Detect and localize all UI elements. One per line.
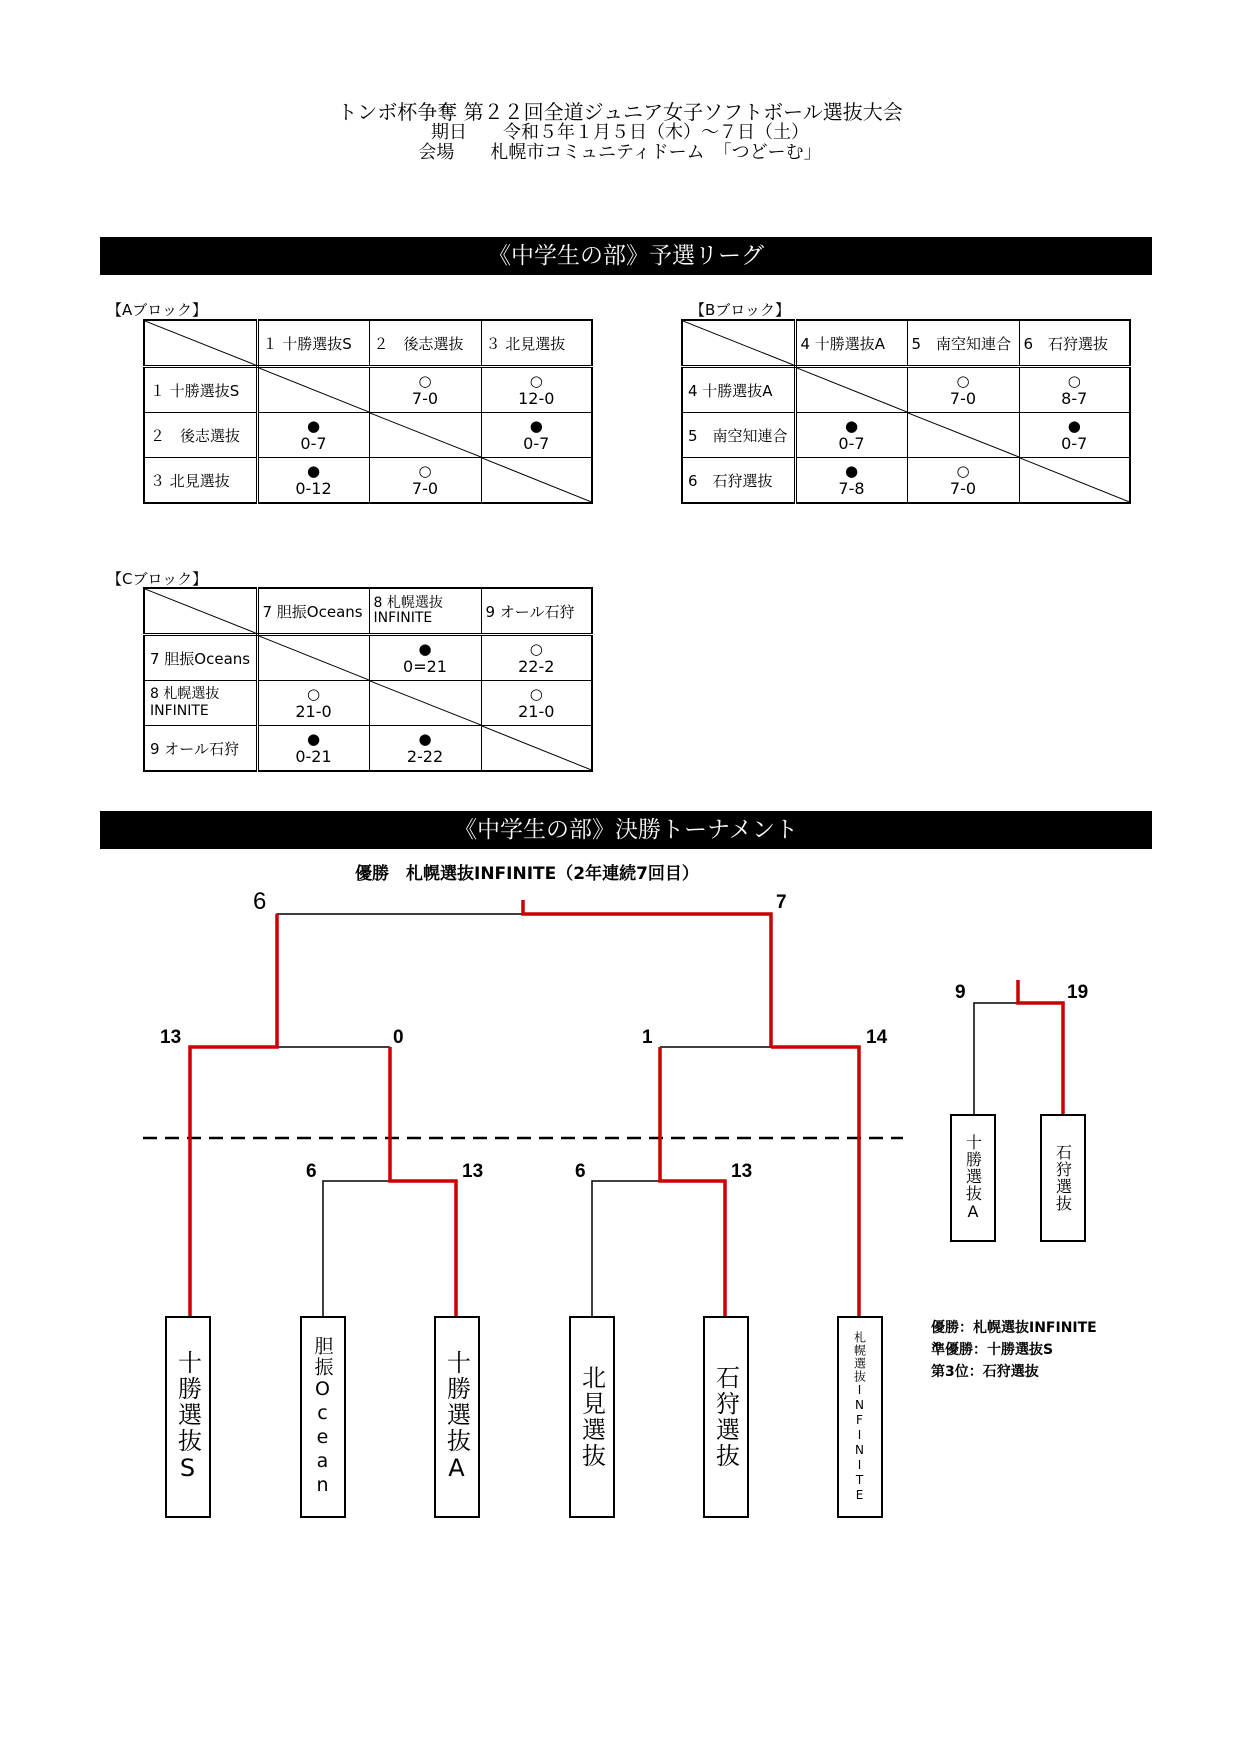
team-box-ishikari: 石狩選抜	[703, 1316, 749, 1518]
match-score: 0=21	[403, 656, 447, 676]
tournament-section-bar: 《中学生の部》決勝トーナメント	[100, 811, 1152, 849]
team-box-iburi-ocean: 胆振Ocean	[300, 1316, 346, 1518]
result-symbol: ○	[956, 461, 970, 480]
semi-right-left-score: 1	[642, 1027, 653, 1048]
column-header: 5 南空知連合	[907, 320, 1019, 367]
result-symbol: ●	[306, 416, 321, 435]
row-header: 6 石狩選抜	[682, 458, 795, 504]
column-header: 9 オール石狩	[481, 588, 592, 635]
match-score: 21-0	[518, 701, 555, 721]
third-right-score: 19	[1067, 982, 1089, 1003]
result-symbol: ●	[844, 416, 859, 435]
result-runner-up: 準優勝：十勝選抜S	[931, 1342, 1054, 1358]
result-symbol: ●	[418, 729, 432, 748]
row-header: 8 札幌選抜 INFINITE	[144, 681, 257, 726]
match-score: 0-12	[295, 478, 332, 498]
final-left-score: 6	[253, 888, 267, 915]
champion-line: 優勝 札幌選抜INFINITE（2年連続7回目）	[355, 864, 699, 884]
third-team-box-tokachi-a: 十勝選抜A	[950, 1114, 996, 1242]
result-symbol: ●	[306, 729, 321, 748]
column-header: １ 十勝選抜S	[257, 320, 369, 367]
result-symbol: ●	[418, 639, 432, 658]
row-header: 5 南空知連合	[682, 413, 795, 458]
row-header: 4 十勝選抜A	[682, 367, 795, 413]
q-left-left-score: 6	[306, 1161, 317, 1182]
result-symbol: ○	[956, 371, 970, 390]
block-a-label: 【Aブロック】	[107, 301, 207, 319]
team-box-sapporo-infinite: 札幌選抜INFINITE	[837, 1316, 883, 1518]
row-header: 9 オール石狩	[144, 726, 257, 772]
q-left-winner-line	[390, 1047, 456, 1316]
final-left-line	[277, 914, 523, 1019]
semi-right-winner-line	[771, 1047, 859, 1316]
match-score: 8-7	[1061, 388, 1088, 408]
result-symbol: ○	[418, 461, 432, 480]
league-section-bar: 《中学生の部》予選リーグ	[100, 237, 1152, 275]
team-box-tokachi-s: 十勝選抜S	[165, 1316, 211, 1518]
result-symbol: ○	[529, 684, 543, 703]
final-winner-line	[523, 900, 771, 1047]
row-header: ３ 北見選抜	[144, 458, 257, 504]
q-right-right-score: 13	[731, 1161, 753, 1182]
semi-left-left-score: 13	[160, 1027, 182, 1048]
match-score: 7-0	[949, 478, 977, 498]
result-symbol: ○	[418, 371, 432, 390]
q-right-left-score: 6	[575, 1161, 586, 1182]
third-team-box-ishikari: 石狩選抜	[1040, 1114, 1086, 1242]
third-left-score: 9	[955, 982, 966, 1003]
semi-left-winner-line	[190, 914, 277, 1316]
semi-left-right-score: 0	[393, 1027, 404, 1048]
match-score: 22-2	[518, 656, 555, 676]
column-header: ２ 後志選抜	[369, 320, 481, 367]
result-symbol: ○	[1067, 371, 1081, 390]
match-score: 7-0	[411, 478, 439, 498]
match-score: 12-0	[518, 388, 555, 408]
result-symbol: ○	[529, 639, 543, 658]
third-winner-line	[1018, 980, 1063, 1114]
result-symbol: ●	[844, 461, 859, 480]
semi-right-right-score: 14	[866, 1027, 888, 1048]
result-third: 第3位：石狩選抜	[931, 1364, 1039, 1380]
column-header: 4 十勝選抜A	[795, 320, 907, 367]
column-header: 8 札幌選抜 INFINITE	[369, 588, 481, 635]
column-header: ３ 北見選抜	[481, 320, 592, 367]
match-score: 0-7	[300, 433, 327, 453]
block-b-label: 【Bブロック】	[690, 301, 790, 319]
match-score: 7-0	[949, 388, 977, 408]
result-symbol: ○	[529, 371, 543, 390]
tournament-title: トンボ杯争奪 第２２回全道ジュニア女子ソフトボール選抜大会	[337, 100, 903, 124]
match-score: 0-7	[523, 433, 550, 453]
row-header: ２ 後志選抜	[144, 413, 257, 458]
tournament-venue: 会場 札幌市コミュニティドーム 「つどーむ」	[418, 142, 822, 163]
result-champion: 優勝：札幌選抜INFINITE	[931, 1320, 1097, 1336]
q-left-right-score: 13	[462, 1161, 484, 1182]
result-symbol: ○	[306, 684, 321, 703]
match-score: 7-0	[411, 388, 439, 408]
third-left-line	[974, 1003, 1018, 1114]
column-header: 7 胆振Oceans	[257, 588, 369, 635]
final-results	[931, 1317, 1097, 1383]
match-score: 2-22	[406, 746, 444, 766]
match-score: 0-21	[295, 746, 332, 766]
result-symbol: ●	[306, 461, 321, 480]
q-right-left-line	[592, 1181, 660, 1316]
match-score: 7-8	[838, 478, 865, 498]
q-left-left-line	[323, 1181, 390, 1316]
q-right-winner-line	[660, 1180, 725, 1316]
block-c-label: 【Cブロック】	[107, 570, 208, 588]
team-box-kitami: 北見選抜	[569, 1316, 615, 1518]
tournament-date: 期日 令和５年１月５日（木）～７日（土）	[431, 122, 809, 143]
result-symbol: ●	[529, 416, 543, 435]
row-header: １ 十勝選抜S	[144, 367, 257, 413]
result-symbol: ●	[1067, 416, 1081, 435]
final-right-score: 7	[776, 892, 787, 913]
match-score: 0-7	[838, 433, 865, 453]
team-box-tokachi-a: 十勝選抜A	[434, 1316, 480, 1518]
row-header: 7 胆振Oceans	[144, 635, 257, 681]
match-score: 0-7	[1061, 433, 1088, 453]
match-score: 21-0	[295, 701, 332, 721]
column-header: 6 石狩選抜	[1019, 320, 1130, 367]
